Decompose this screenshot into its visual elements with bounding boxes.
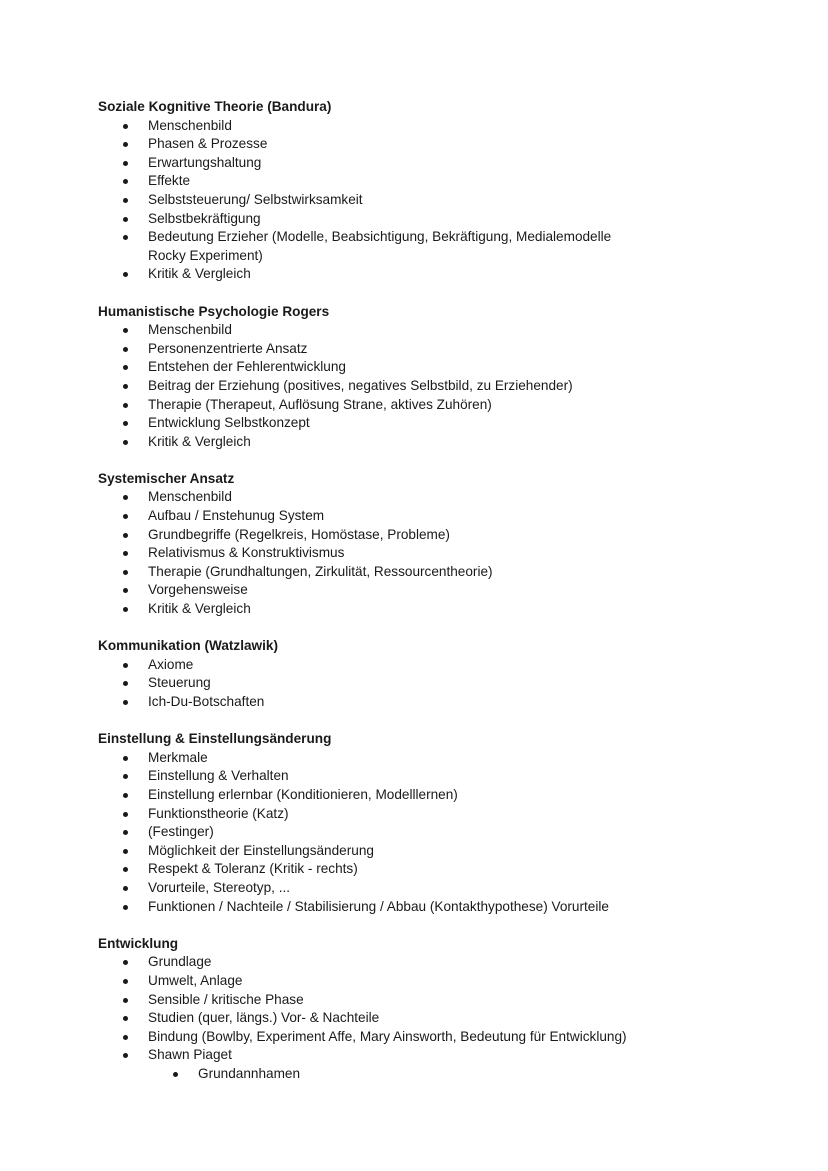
list-item: Funktionstheorie (Katz) [98,805,778,824]
list-item: Kritik & Vergleich [98,433,778,452]
list-item: Vorurteile, Stereotyp, ... [98,879,778,898]
list-item: Entwicklung Selbstkonzept [98,414,778,433]
list-item: Möglichkeit der Einstellungsänderung [98,842,778,861]
list-item: Menschenbild [98,117,778,136]
list-item: Sensible / kritische Phase [98,991,778,1010]
section-kommunikation [98,637,778,711]
section-title: Systemischer Ansatz [98,470,235,486]
list-item: Funktionen / Nachteile / Stabilisierung / Abbau (Kontakthypothese) Vorurteile [98,898,778,917]
section-title: Humanistische Psychologie Rogers [98,303,330,319]
document-page [98,98,778,1102]
list-item: Beitrag der Erziehung (positives, negatives Selbstbild, zu Erziehender) [98,377,778,396]
section-entwicklung [98,935,778,1084]
list-item: Effekte [98,172,778,191]
list-item: Shawn Piaget [98,1046,778,1065]
list-item: Steuerung [98,674,778,693]
bullet-list [98,656,778,712]
list-item: Umwelt, Anlage [98,972,778,991]
list-item: Merkmale [98,749,778,768]
section-title: Entwicklung [98,935,179,951]
list-item: Entstehen der Fehlerentwicklung [98,358,778,377]
list-item: Therapie (Therapeut, Auflösung Strane, aktives Zuhören) [98,396,778,415]
list-item: Therapie (Grundhaltungen, Zirkulität, Ressourcentheorie) [98,563,778,582]
list-item: Einstellung erlernbar (Konditionieren, Modelllernen) [98,786,778,805]
bullet-list [98,321,778,451]
list-item: Selbststeuerung/ Selbstwirksamkeit [98,191,778,210]
section-title: Einstellung & Einstellungsänderung [98,731,332,747]
list-item: Menschenbild [98,321,778,340]
bullet-list [98,749,778,916]
section-einstellung [98,730,778,916]
list-item: Bedeutung Erzieher (Modelle, Beabsichtigung, Bekräftigung, Medialemodelle Rocky Experiment) [98,228,778,265]
list-item: Aufbau / Enstehunug System [98,507,778,526]
bullet-list [98,953,778,1083]
list-item: Kritik & Vergleich [98,600,778,619]
section-title: Soziale Kognitive Theorie (Bandura) [98,99,332,114]
sub-list-item: Grundannhamen [98,1065,778,1084]
list-item: Bindung (Bowlby, Experiment Affe, Mary Ainsworth, Bedeutung für Entwicklung) [98,1028,778,1047]
list-item: Erwartungshaltung [98,154,778,173]
list-item: Selbstbekräftigung [98,210,778,229]
list-item: (Festinger) [98,823,778,842]
list-item: Axiome [98,656,778,675]
list-item: Respekt & Toleranz (Kritik - rechts) [98,860,778,879]
list-item: Studien (quer, längs.) Vor- & Nachteile [98,1009,778,1028]
list-item: Ich-Du-Botschaften [98,693,778,712]
list-item: Grundbegriffe (Regelkreis, Homöstase, Probleme) [98,526,778,545]
list-item: Einstellung & Verhalten [98,767,778,786]
list-item: Menschenbild [98,488,778,507]
section-bandura [98,98,778,284]
section-title: Kommunikation (Watzlawik) [98,638,278,654]
list-item: Phasen & Prozesse [98,135,778,154]
list-item: Vorgehensweise [98,581,778,600]
bullet-list [98,488,778,618]
list-item: Grundlage [98,953,778,972]
section-systemisch [98,470,778,619]
list-item: Personenzentrierte Ansatz [98,340,778,359]
section-rogers [98,303,778,452]
bullet-list [98,117,778,284]
list-item: Kritik & Vergleich [98,265,778,284]
list-item: Relativismus & Konstruktivismus [98,544,778,563]
